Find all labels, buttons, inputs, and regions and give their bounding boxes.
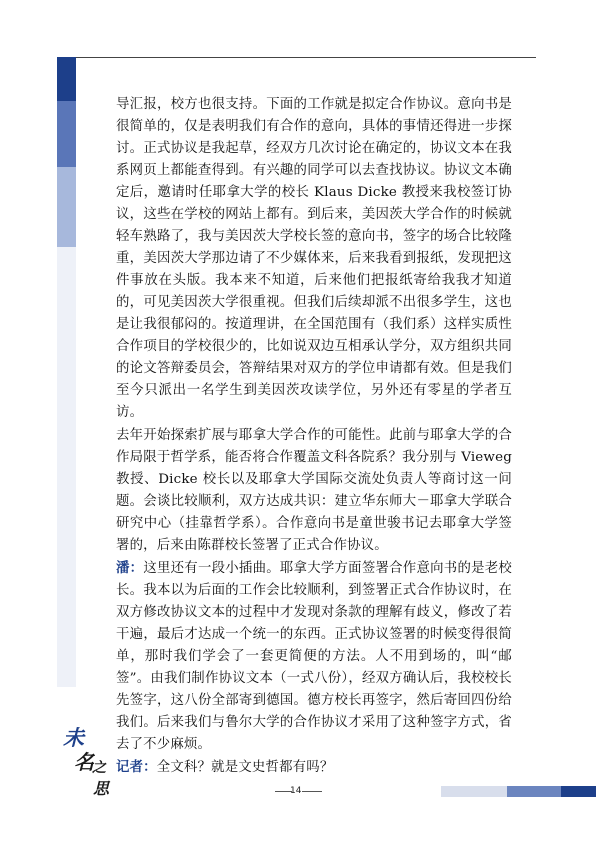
side-color-block-dark: [57, 57, 76, 101]
side-color-block-light: [57, 167, 76, 247]
calligraphy-logo-char-4: 思: [93, 779, 110, 798]
article-body: [116, 93, 512, 779]
footer-bar-dark: [561, 786, 596, 797]
paragraph-2: [116, 424, 512, 557]
speaker-label-reporter: 记者：: [116, 759, 157, 775]
footer-bar-mid: [507, 786, 561, 797]
calligraphy-logo-char-2: 名: [74, 750, 94, 774]
paragraph-text: 这里还有一段小插曲。耶拿大学方面签署合作意向书的是老校长。我本以为后面的工作会比较顺利，到签署正式合作协议时，在双方修改协议文本的过程中才发现对条款的理解有歧义，修改了若干遍，最后才达成一个统一的东西。正式协议签署的时候变得很简单，那时我们学会了一套更简便的方法。人不用到场的，叫“邮签”。由我们制作协议文本（一式八份），经双方确认后，我校校长先签字，这八份全部寄到德国。德方校长再签字，然后寄回四份给我们。后来我们与鲁尔大学的合作协议才采用了这种签字方式，省去了不少麻烦。: [116, 561, 512, 752]
footer-dash-right: [302, 791, 322, 792]
footer-bar-light: [441, 786, 507, 797]
speaker-label-pan: 潘：: [116, 560, 144, 576]
header-rule: [76, 57, 536, 58]
paragraph-1: [116, 93, 512, 424]
paragraph-text: 全文科？就是文史哲都有吗？: [156, 760, 334, 775]
side-color-block-pale: [57, 247, 76, 687]
paragraph-4: [116, 756, 512, 779]
calligraphy-logo-char-3: 之: [92, 760, 106, 776]
paragraph-3: [116, 557, 512, 756]
paragraph-text: 导汇报，校方也很支持。下面的工作就是拟定合作协议。意向书是很简单的，仅是表明我们有合作的意向，具体的事情还得进一步探讨。正式协议是我起草，经双方几次讨论在确定的，协议文本在我系网页上都能查得到。有兴趣的同学可以去查找协议。协议文本确定后，邀请时任耶拿大学的校长 Klaus Dicke 教授来我校签订协议，这些在学校的网站上都有。到后来，美因茨大学合作的时候就轻车熟路了，我与美因茨大学校长签的意向书，签字的场合比较隆重，美因茨大学那边请了不少媒体来，后来我看到报纸，发现把这件事放在头版。我本来不知道，后来他们把报纸寄给我我才知道的，可见美因茨大学很重视。但我们后续却派不出很多学生，这也是让我很郁闷的。按道理讲，在全国范围有（我们系）这样实质性合作项目的学校很少的，比如说双边互相承认学分，双方组织共同的论文答辩委员会，答辩结果对双方的学位申请都有效。但是我们至今只派出一名学生到美因茨攻读学位，另外还有零星的学者互访。: [116, 97, 512, 420]
calligraphy-logo-char-1: 未: [63, 725, 84, 750]
paragraph-text: 去年开始探索扩展与耶拿大学合作的可能性。此前与耶拿大学的合作局限于哲学系，能否将合作覆盖文科各院系？我分别与 Vieweg 教授、Dicke 校长以及耶拿大学国际交流处负责人等商讨这一问题。会谈比较顺利，双方达成共识：建立华东师大－耶拿大学联合研究中心（挂靠哲学系）。合作意向书是童世骏书记去耶拿大学签署的，后来由陈群校长签署了正式合作协议。: [116, 428, 512, 553]
side-color-block-mid: [57, 101, 76, 167]
page-number: 14: [290, 786, 302, 796]
